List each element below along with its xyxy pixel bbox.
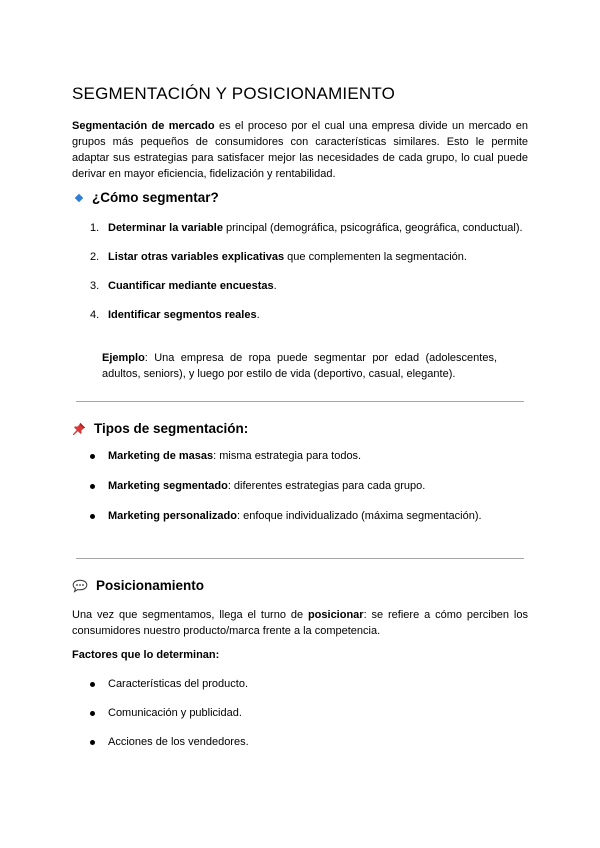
section-heading-text: Tipos de segmentación: [94,421,249,436]
section-heading-types [72,421,248,436]
list-text [108,449,361,463]
list-text: Comunicación y publicidad. [108,707,242,719]
list-text: Acciones de los vendedores. [108,736,249,748]
page-title: SEGMENTACIÓN Y POSICIONAMIENTO [72,84,396,103]
intro-text: es el proceso por el cual una empresa divide un mercado en grupos más pequeños de consumidores con características similares. Esto le permite adaptar sus estrategias para satisfacer mejor las necesidades de cada grupo, lo cual puede derivar en mayor eficiencia, fidelización y rentabilidad. [72,120,528,180]
list-bold: Marketing de masas [108,450,214,462]
list-bold: Cuantificar mediante encuestas [108,280,274,292]
list-text [108,479,425,493]
example-note [102,350,497,382]
positioning-paragraph [72,607,528,639]
diamond-icon [75,193,83,201]
list-rest: . [256,309,260,321]
bullet-icon [90,484,95,489]
intro-paragraph [72,118,528,182]
list-bold: Marketing personalizado [108,510,237,522]
list-bold: Listar otras variables explicativas [108,251,285,263]
bullet-icon [90,682,95,687]
speech-balloon-icon [72,579,88,593]
list-text [108,221,523,235]
divider [76,401,524,402]
list-number: 1. [90,222,100,234]
section-heading-positioning [72,578,204,593]
bullet-icon [90,454,95,459]
list-bold: Identificar segmentos reales [108,309,257,321]
list-text [108,250,467,264]
list-rest: : misma estrategia para todos. [213,450,362,462]
list-rest: que complementen la segmentación. [284,251,467,263]
list-rest: : diferentes estrategias para cada grupo. [227,480,426,492]
list-text [108,509,482,523]
bullet-icon [90,711,95,716]
list-rest: : enfoque individualizado (máxima segmentación). [236,510,482,522]
list-text [108,308,260,322]
para-text-after: : se refiere a cómo perciben los consumidores nuestro producto/marca frente a la competencia. [72,609,528,637]
list-bold: Marketing segmentado [108,480,228,492]
factors-label: Factores que lo determinan: [72,649,220,661]
list-bold: Determinar la variable [108,222,223,234]
example-text: : Una empresa de ropa puede segmentar por edad (adolescentes, adultos, seniors), y luego por estilo de vida (deportivo, casual, elegante). [102,352,497,380]
list-text [108,279,277,293]
pushpin-icon [72,422,86,436]
section-heading-how-to-segment [72,190,219,205]
list-rest: principal (demográfica, psicográfica, geográfica, conductual). [222,222,523,234]
para-text-before: Una vez que segmentamos, llega el turno de [72,609,308,621]
intro-term: Segmentación de mercado [72,120,215,132]
list-rest: . [273,280,277,292]
bullet-icon [90,514,95,519]
divider [76,558,524,559]
section-heading-text: ¿Cómo segmentar? [92,190,219,205]
bullet-icon [90,740,95,745]
example-label: Ejemplo [102,352,145,364]
para-bold: posicionar [307,609,364,621]
list-number: 3. [90,280,100,292]
section-heading-text: Posicionamiento [96,578,205,593]
list-number: 4. [90,309,100,321]
list-number: 2. [90,251,100,263]
list-text: Características del producto. [108,678,249,690]
